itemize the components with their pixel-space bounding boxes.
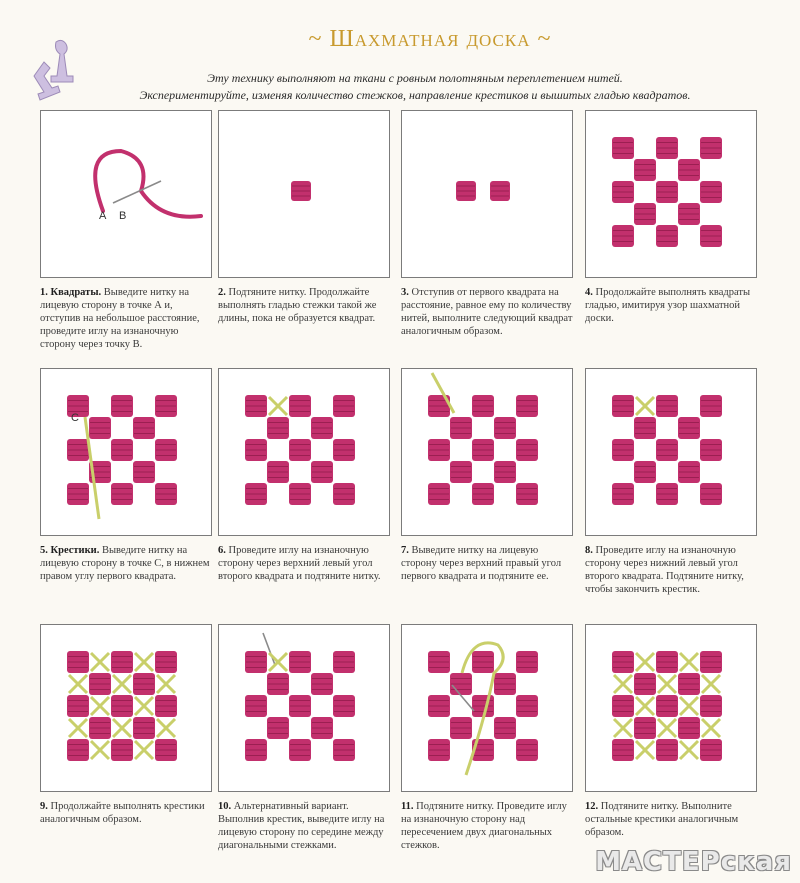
- satin-square: [612, 395, 634, 417]
- satin-square: [67, 439, 89, 461]
- step-heading: Крестики.: [50, 545, 102, 556]
- satin-square: [700, 439, 722, 461]
- satin-square: [516, 695, 538, 717]
- embroidery-illustration: [219, 625, 389, 791]
- cross-stitch: [135, 697, 153, 715]
- satin-square: [155, 739, 177, 761]
- satin-square: [311, 417, 333, 439]
- satin-square: [245, 483, 267, 505]
- step-image: [401, 624, 573, 792]
- satin-square: [333, 739, 355, 761]
- chess-pieces-icon: [26, 36, 78, 106]
- satin-square: [155, 439, 177, 461]
- satin-square: [133, 417, 155, 439]
- satin-square: [612, 651, 634, 673]
- embroidery-illustration: [402, 369, 572, 535]
- satin-square: [111, 739, 133, 761]
- step-caption: [585, 800, 757, 839]
- step-image: [585, 624, 757, 792]
- satin-square: [67, 483, 89, 505]
- satin-square: [634, 461, 656, 483]
- step-image: [40, 110, 212, 278]
- cross-stitch: [269, 653, 287, 671]
- cross-stitch: [91, 653, 109, 671]
- satin-square: [612, 483, 634, 505]
- step-image: [585, 110, 757, 278]
- point-label-b: B: [119, 210, 127, 222]
- thread-icon: [95, 151, 201, 217]
- satin-square: [450, 717, 472, 739]
- satin-square: [111, 395, 133, 417]
- satin-square: [89, 673, 111, 695]
- embroidery-illustration: [586, 369, 756, 535]
- satin-square: [612, 695, 634, 717]
- satin-square: [267, 417, 289, 439]
- step-image: [401, 110, 573, 278]
- embroidery-illustration: [219, 111, 389, 277]
- satin-square: [472, 695, 494, 717]
- cross-stitch: [702, 675, 720, 693]
- satin-square: [700, 395, 722, 417]
- embroidery-illustration: [41, 625, 211, 791]
- satin-square: [634, 717, 656, 739]
- point-label-a: A: [99, 210, 107, 222]
- step-caption: [40, 800, 212, 826]
- satin-square: [267, 717, 289, 739]
- satin-square: [656, 137, 678, 159]
- step-number: 9.: [40, 801, 51, 812]
- step-number: 3.: [401, 287, 412, 298]
- satin-square: [428, 483, 450, 505]
- satin-square: [133, 673, 155, 695]
- satin-square: [245, 695, 267, 717]
- satin-square: [155, 695, 177, 717]
- satin-square: [472, 651, 494, 673]
- satin-square: [267, 461, 289, 483]
- satin-square: [656, 651, 678, 673]
- step-image: [218, 110, 390, 278]
- cross-stitch: [113, 719, 131, 737]
- satin-square: [133, 717, 155, 739]
- satin-square: [333, 695, 355, 717]
- satin-square: [656, 695, 678, 717]
- intro-text: [95, 70, 735, 104]
- satin-square: [494, 717, 516, 739]
- cross-stitch: [636, 741, 654, 759]
- step-image: [40, 368, 212, 536]
- satin-square: [89, 717, 111, 739]
- satin-square: [67, 651, 89, 673]
- satin-square: [516, 651, 538, 673]
- cross-stitch: [702, 719, 720, 737]
- step-number: 1.: [40, 287, 51, 298]
- satin-square: [634, 203, 656, 225]
- satin-square: [111, 651, 133, 673]
- satin-square: [245, 651, 267, 673]
- satin-square: [155, 651, 177, 673]
- step-image: [40, 624, 212, 792]
- page-title: ~ Шахматная доска ~: [308, 26, 552, 52]
- step-text: Проведите иглу на изнаночную сторону через нижний левый угол второго квадрата. Подтяните нитку, чтобы закончить крестик.: [585, 545, 744, 595]
- satin-square: [700, 695, 722, 717]
- step-number: 11.: [401, 801, 417, 812]
- satin-square: [289, 695, 311, 717]
- step-caption: [218, 800, 390, 852]
- satin-square: [472, 439, 494, 461]
- step-text: Продолжайте выполнять крестики аналогичным образом.: [40, 801, 205, 825]
- satin-square: [516, 439, 538, 461]
- satin-square: [494, 461, 516, 483]
- satin-square: [516, 395, 538, 417]
- cross-stitch: [91, 697, 109, 715]
- embroidery-illustration: [586, 111, 756, 277]
- satin-square: [678, 673, 700, 695]
- cross-stitch: [113, 675, 131, 693]
- step-number: 6.: [218, 545, 229, 556]
- embroidery-illustration: [586, 625, 756, 791]
- cross-stitch: [157, 675, 175, 693]
- step-text: Подтяните нитку. Проведите иглу на изнаночную сторону над пересечением двух диагональных стежков.: [401, 801, 567, 851]
- step-number: 10.: [218, 801, 234, 812]
- cross-stitch: [91, 741, 109, 759]
- cross-stitch: [269, 397, 287, 415]
- satin-square: [89, 417, 111, 439]
- step-text: Альтернативный вариант. Выполнив крестик, выведите иглу на лицевую сторону по середине между диагональными стежками.: [218, 801, 385, 851]
- intro-line-2: Экспериментируйте, изменяя количество стежков, направление крестиков и вышитых гладью квадратов.: [139, 88, 691, 102]
- cross-stitch: [135, 653, 153, 671]
- satin-square: [700, 225, 722, 247]
- step-text: Подтяните нитку. Выполните остальные крестики аналогичным образом.: [585, 801, 739, 838]
- satin-square: [289, 439, 311, 461]
- satin-square: [111, 439, 133, 461]
- satin-square: [333, 651, 355, 673]
- step-caption: [585, 544, 757, 596]
- cross-stitch: [636, 397, 654, 415]
- satin-square: [289, 739, 311, 761]
- step-text: Выведите нитку на лицевую сторону через верхний правый угол первого квадрата и подтяните ее.: [401, 545, 562, 582]
- step-caption: [218, 286, 390, 325]
- satin-square: [656, 739, 678, 761]
- cross-stitch: [614, 719, 632, 737]
- satin-square: [678, 717, 700, 739]
- satin-square: [450, 461, 472, 483]
- step-image: [218, 624, 390, 792]
- step-caption: [585, 286, 757, 325]
- satin-square: [612, 181, 634, 203]
- satin-square: [700, 739, 722, 761]
- cross-stitch: [69, 675, 87, 693]
- satin-square: [678, 159, 700, 181]
- satin-square: [450, 673, 472, 695]
- watermark: МАСТЕРская: [595, 847, 792, 877]
- step-text: Продолжайте выполнять квадраты гладью, имитируя узор шахматной доски.: [585, 287, 751, 324]
- satin-square: [700, 483, 722, 505]
- satin-square: [133, 461, 155, 483]
- step-image: [401, 368, 573, 536]
- satin-square: [111, 483, 133, 505]
- satin-square: [656, 439, 678, 461]
- step-caption: [401, 286, 573, 338]
- satin-square: [516, 739, 538, 761]
- embroidery-illustration: [219, 369, 389, 535]
- satin-square: [245, 739, 267, 761]
- satin-square: [291, 181, 311, 201]
- embroidery-illustration: [402, 625, 572, 791]
- step-number: 4.: [585, 287, 596, 298]
- step-heading: Квадраты.: [50, 287, 104, 298]
- cross-stitch: [680, 653, 698, 671]
- step-text: Подтяните нитку. Продолжайте выполнять гладью стежки такой же длины, пока не образуется квадрат.: [218, 287, 377, 324]
- satin-square: [245, 395, 267, 417]
- step-number: 2.: [218, 287, 229, 298]
- cross-stitch: [636, 653, 654, 671]
- satin-square: [634, 673, 656, 695]
- satin-square: [516, 483, 538, 505]
- satin-square: [612, 739, 634, 761]
- satin-square: [333, 439, 355, 461]
- satin-square: [700, 651, 722, 673]
- satin-square: [428, 439, 450, 461]
- satin-square: [700, 137, 722, 159]
- step-number: 8.: [585, 545, 596, 556]
- cross-stitch: [614, 675, 632, 693]
- satin-square: [494, 673, 516, 695]
- cross-stitch: [680, 697, 698, 715]
- step-text: Выведите нитку на лицевую сторону в точке А и, отступив на небольшое расстояние, проведите иглу на изнаночную сторону через точку В.: [40, 287, 200, 350]
- satin-square: [656, 395, 678, 417]
- satin-square: [678, 461, 700, 483]
- cross-stitch: [135, 741, 153, 759]
- step-image: [585, 368, 757, 536]
- satin-square: [67, 695, 89, 717]
- step-number: 12.: [585, 801, 601, 812]
- satin-square: [456, 181, 476, 201]
- cross-stitch: [157, 719, 175, 737]
- satin-square: [67, 739, 89, 761]
- satin-square: [333, 483, 355, 505]
- satin-square: [678, 203, 700, 225]
- satin-square: [289, 395, 311, 417]
- point-label-c: C: [71, 412, 79, 424]
- satin-square: [267, 673, 289, 695]
- cross-stitch: [636, 697, 654, 715]
- cross-stitch: [69, 719, 87, 737]
- satin-square: [289, 483, 311, 505]
- satin-square: [494, 417, 516, 439]
- satin-square: [311, 461, 333, 483]
- satin-square: [155, 483, 177, 505]
- satin-square: [678, 417, 700, 439]
- step-caption: [40, 286, 212, 351]
- satin-square: [490, 181, 510, 201]
- satin-square: [612, 137, 634, 159]
- satin-square: [450, 417, 472, 439]
- satin-square: [111, 695, 133, 717]
- embroidery-illustration: [41, 369, 211, 535]
- satin-square: [472, 483, 494, 505]
- satin-square: [311, 673, 333, 695]
- satin-square: [656, 181, 678, 203]
- embroidery-illustration: [402, 111, 572, 277]
- step-image: [218, 368, 390, 536]
- satin-square: [333, 395, 355, 417]
- satin-square: [634, 417, 656, 439]
- satin-square: [472, 395, 494, 417]
- step-number: 5.: [40, 545, 51, 556]
- cross-stitch: [680, 741, 698, 759]
- satin-square: [656, 225, 678, 247]
- satin-square: [289, 651, 311, 673]
- needle-icon: [113, 181, 161, 203]
- steps-grid: [40, 110, 780, 860]
- satin-square: [245, 439, 267, 461]
- step-caption: [40, 544, 212, 583]
- satin-square: [612, 225, 634, 247]
- step-number: 7.: [401, 545, 412, 556]
- step-text: Проведите иглу на изнаночную сторону через верхний левый угол второго квадрата и подтяните нитку.: [218, 545, 381, 582]
- satin-square: [612, 439, 634, 461]
- cross-stitch: [658, 719, 676, 737]
- embroidery-illustration: [41, 111, 211, 277]
- step-text: Выведите нитку на лицевую сторону в точке С, в нижнем правом углу первого квадрата.: [40, 545, 210, 582]
- step-caption: [401, 544, 573, 583]
- step-text: Отступив от первого квадрата на расстояние, равное ему по количеству нитей, выполните следующий квадрат аналогичным образом.: [401, 287, 573, 337]
- satin-square: [155, 395, 177, 417]
- satin-square: [428, 739, 450, 761]
- satin-square: [656, 483, 678, 505]
- intro-line-1: Эту технику выполняют на ткани с ровным полотняным переплетением нитей.: [207, 71, 623, 85]
- satin-square: [428, 695, 450, 717]
- satin-square: [700, 181, 722, 203]
- satin-square: [311, 717, 333, 739]
- cross-stitch: [658, 675, 676, 693]
- satin-square: [428, 651, 450, 673]
- satin-square: [634, 159, 656, 181]
- step-caption: [218, 544, 390, 583]
- step-caption: [401, 800, 573, 852]
